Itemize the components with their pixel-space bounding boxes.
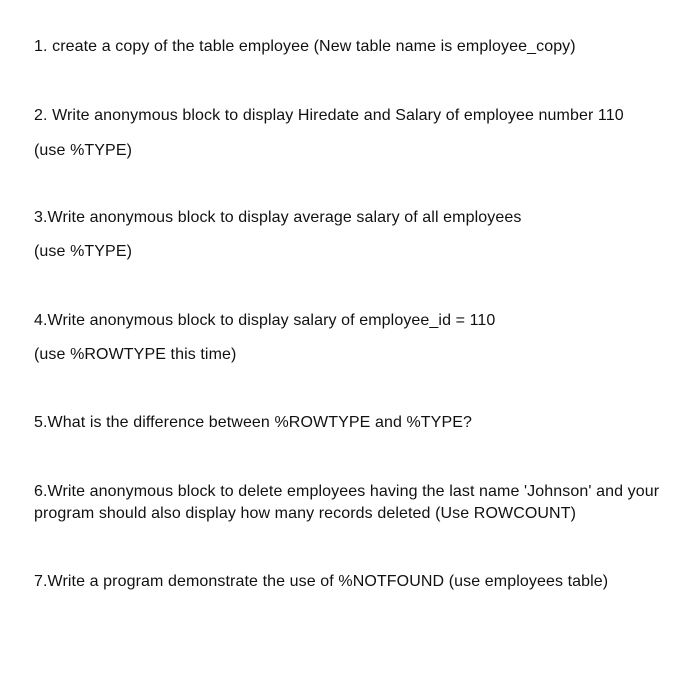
- question-7-text: 7.Write a program demonstrate the use of %NOTFOUND (use employees table): [34, 573, 609, 590]
- question-2-text: 2. Write anonymous block to display Hiredate and Salary of employee number 110: [34, 107, 624, 124]
- question-4-text: 4.Write anonymous block to display salary of employee_id = 110: [34, 312, 496, 329]
- question-2-note: (use %TYPE): [34, 142, 133, 159]
- question-3-text: 3.Write anonymous block to display average salary of all employees: [34, 209, 522, 226]
- question-6-text: 6.Write anonymous block to delete employees having the last name 'Johnson' and your program should also display how many records deleted (Use ROWCOUNT): [34, 483, 660, 522]
- question-4-note: (use %ROWTYPE this time): [34, 346, 237, 363]
- question-3-note: (use %TYPE): [34, 243, 133, 260]
- question-1-text: 1. create a copy of the table employee (New table name is employee_copy): [34, 38, 576, 55]
- question-5-text: 5.What is the difference between %ROWTYPE and %TYPE?: [34, 414, 472, 431]
